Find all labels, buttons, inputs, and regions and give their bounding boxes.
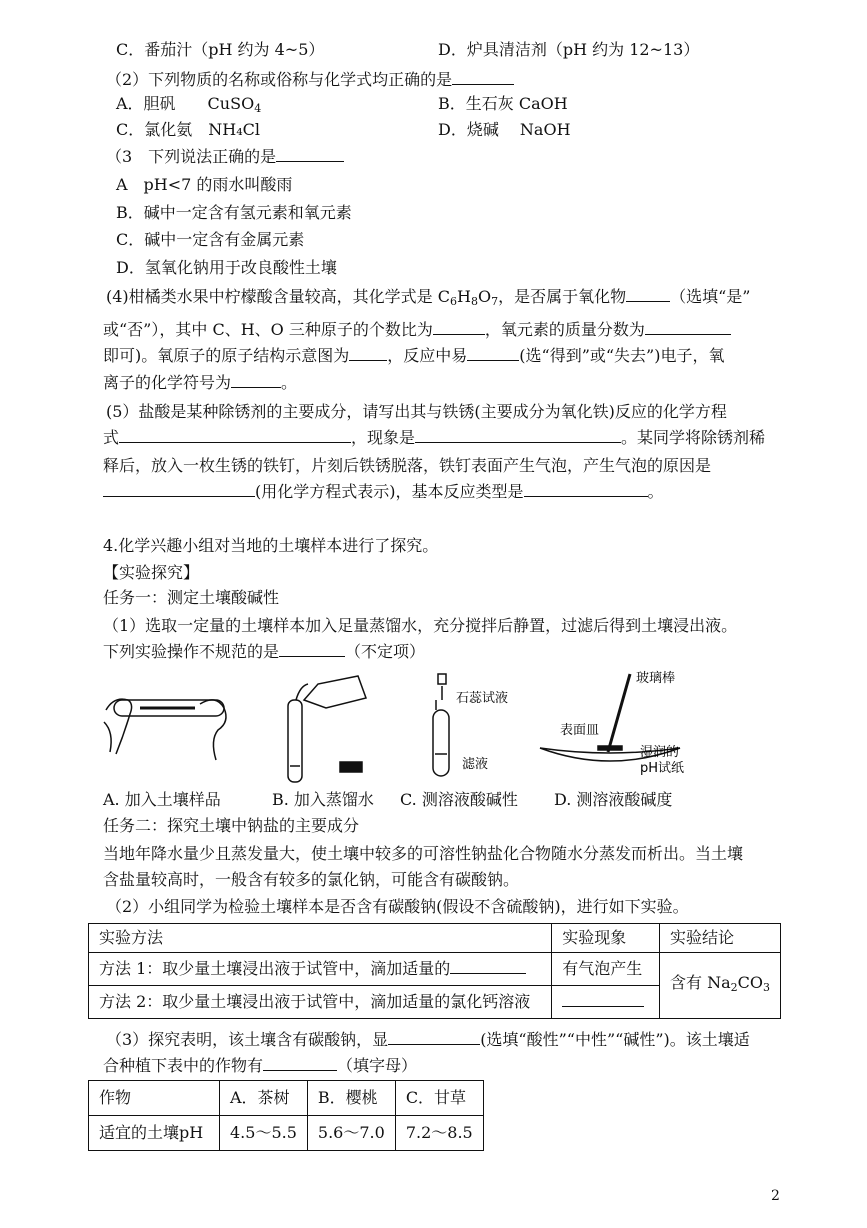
q3-sub5-line2: 式 ，现象是 。某同学将除锈剂稀 [103, 428, 766, 447]
q4-sub3-line1: （3）探究表明，该土壤含有碳酸钠，显 (选填“酸性”“中性”“碱性”)。该土壤适 [106, 1030, 750, 1049]
answer-blank[interactable] [452, 70, 514, 85]
answer-blank[interactable] [562, 992, 644, 1007]
table-cell-observation-2 [552, 986, 660, 1019]
figure-c-dropper-test-tube [433, 674, 449, 776]
answer-blank[interactable] [524, 482, 648, 497]
table-cell-method-1: 方法 1：取少量土壤浸出液于试管中，滴加适量的 [89, 953, 552, 986]
q3-sub4-line4: 离子的化学符号为 。 [103, 373, 298, 392]
q3-sub2-option-d: D．烧碱 NaOH [438, 120, 571, 139]
q4-section-heading: 【实验探究】 [103, 563, 200, 582]
q3-sub2-text: （2）下列物质的名称或俗称与化学式均正确的是 [106, 70, 453, 89]
figure-caption-b: B. 加入蒸馏水 [272, 790, 374, 809]
q3-sub3-option-b: B．碱中一定含有氢元素和氧元素 [116, 203, 352, 222]
table-cell: 作物 [89, 1081, 220, 1116]
table-cell: B．樱桃 [307, 1081, 395, 1116]
q3-sub5-line4: (用化学方程式表示)，基本反应类型是 。 [103, 482, 664, 502]
q3-sub4-line1: (4)柑橘类水果中柠檬酸含量较高，其化学式是 $C_6H_8O_7$，是否属于氧化物 （选填“是” [106, 287, 751, 308]
table-cell: 5.6～7.0 [307, 1116, 395, 1151]
answer-blank[interactable] [645, 320, 731, 335]
q4-task2-para1: 当地年降水量少且蒸发量大，使土壤中较多的可溶性钠盐化合物随水分蒸发而析出。当土壤 [103, 844, 744, 863]
q3-sub2-option-c: C．氯化氨 NH₄Cl [116, 120, 260, 139]
q4-task2: 任务二：探究土壤中钠盐的主要成分 [103, 816, 360, 835]
answer-blank[interactable] [467, 346, 519, 361]
figure-b-pouring-water [288, 676, 366, 782]
q3-sub3-option-c: C．碱中一定含有金属元素 [116, 230, 305, 249]
figure-caption-c: C. 测溶液酸碱性 [400, 790, 518, 809]
answer-blank[interactable] [263, 1056, 337, 1071]
label-watch-glass: 表面皿 [560, 723, 600, 738]
table-header: 实验方法 [89, 924, 552, 953]
experiment-table [88, 923, 781, 1019]
table-header: 实验现象 [552, 924, 660, 953]
answer-blank[interactable] [415, 428, 621, 443]
experiment-figures [100, 670, 780, 790]
answer-blank[interactable] [231, 373, 281, 388]
figure-a-test-tube-horizontal [104, 699, 226, 760]
q3-sub4-line3: 即可)。氧原子的原子结构示意图为 ，反应中易 (选“得到”或“失去”)电子，氧 [103, 346, 725, 365]
label-litmus: 石蕊试液 [456, 691, 509, 706]
answer-blank[interactable] [433, 320, 485, 335]
option-d-stove-cleaner: D．炉具清洁剂（pH 约为 12~13） [438, 40, 700, 59]
table-cell: C．甘草 [395, 1081, 483, 1116]
answer-blank[interactable] [450, 959, 526, 974]
table-cell: 4.5～5.5 [220, 1116, 308, 1151]
label-wet: 湿润的 [640, 745, 680, 760]
table-cell-method-2: 方法 2：取少量土壤浸出液于试管中，滴加适量的氯化钙溶液 [89, 986, 552, 1019]
label-ph-paper: pH试纸 [640, 761, 685, 776]
table-cell-conclusion: 含有 $Na_2CO_3$ [660, 953, 781, 1019]
q3-sub2-option-a: A．胆矾 CuSO$_4$ [116, 94, 262, 115]
q4-title: 4.化学兴趣小组对当地的土壤样本进行了探究。 [103, 536, 439, 555]
answer-blank[interactable] [279, 642, 345, 657]
answer-blank[interactable] [119, 428, 351, 443]
q3-sub3-prompt: （3 下列说法正确的是 [106, 147, 344, 167]
table-header: 实验结论 [660, 924, 781, 953]
answer-blank[interactable] [103, 482, 255, 497]
crop-ph-table [88, 1080, 484, 1151]
q4-task2-para2: 含盐量较高时，一般含有较多的氯化钠，可能含有碳酸钠。 [103, 870, 520, 889]
q3-sub2-option-b: B．生石灰 CaOH [438, 94, 568, 113]
table-cell-observation-1: 有气泡产生 [552, 953, 660, 986]
answer-blank[interactable] [349, 346, 387, 361]
q4-sub3-line2: 合种植下表中的作物有 （填字母） [103, 1056, 418, 1075]
q3-sub5-line1: (5）盐酸是某种除锈剂的主要成分，请写出其与铁锈(主要成分为氧化铁)反应的化学方程 [106, 402, 727, 421]
table-cell: A．茶树 [220, 1081, 308, 1116]
q3-sub2-prompt [106, 70, 514, 90]
label-filtrate: 滤液 [462, 757, 489, 772]
q4-task1: 任务一：测定土壤酸碱性 [103, 588, 280, 607]
table-cell: 适宜的土壤pH [89, 1116, 220, 1151]
answer-blank[interactable] [276, 147, 344, 162]
table-cell: 7.2～8.5 [395, 1116, 483, 1151]
q4-sub2-prompt: （2）小组同学为检验土壤样本是否含有碳酸钠(假设不含硫酸钠)，进行如下实验。 [106, 897, 689, 916]
q3-sub3-option-a: A pH<7 的雨水叫酸雨 [116, 175, 293, 194]
q4-sub1-line2: 下列实验操作不规范的是 （不定项） [103, 642, 426, 661]
answer-blank[interactable] [388, 1030, 480, 1045]
figure-caption-d: D. 测溶液酸碱度 [554, 790, 673, 809]
q4-sub1-line1: （1）选取一定量的土壤样本加入足量蒸馏水，充分搅拌后静置，过滤后得到土壤浸出液。 [103, 616, 738, 635]
option-c-tomato-juice: C．番茄汁（pH 约为 4~5） [116, 40, 325, 59]
q3-sub3-option-d: D．氢氧化钠用于改良酸性土壤 [116, 258, 337, 277]
q3-sub4-line2: 或“否”），其中 C、H、O 三种原子的个数比为 ，氧元素的质量分数为 [103, 320, 731, 340]
answer-blank[interactable] [626, 287, 670, 302]
figure-caption-a: A. 加入土壤样品 [103, 790, 221, 809]
q3-sub5-line3: 释后，放入一枚生锈的铁钉，片刻后铁锈脱落，铁钉表面产生气泡，产生气泡的原因是 [103, 456, 712, 475]
page-number: 2 [771, 1188, 780, 1204]
label-glass-rod: 玻璃棒 [636, 671, 676, 686]
